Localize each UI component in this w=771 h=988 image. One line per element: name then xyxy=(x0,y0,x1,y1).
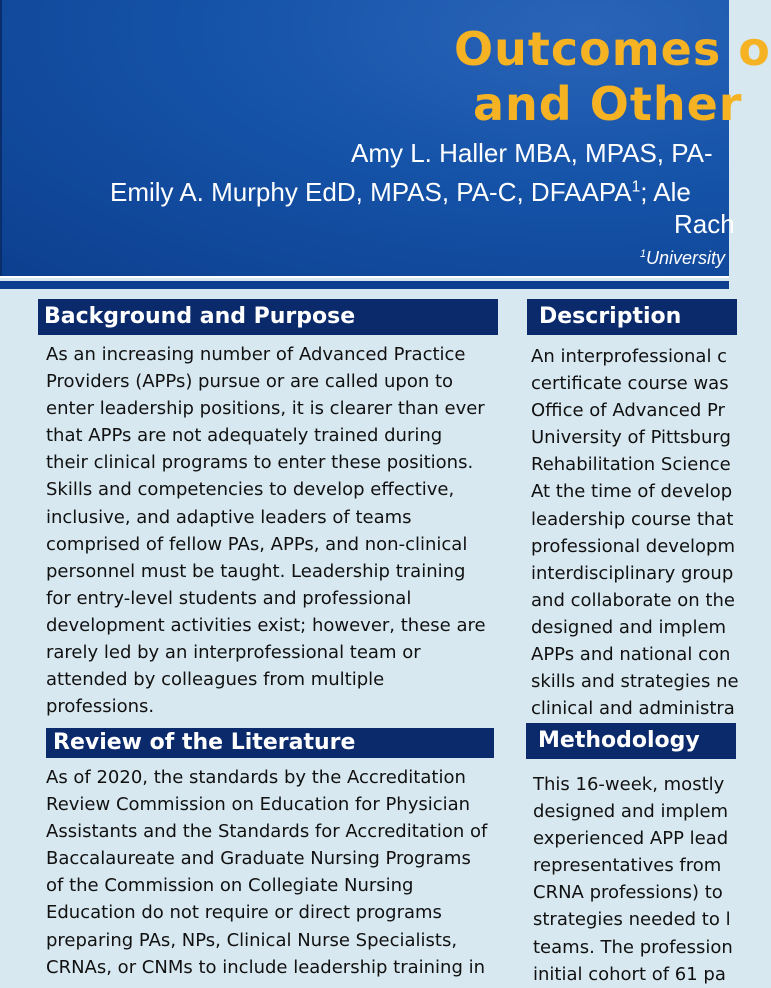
background-text-line: their clinical programs to enter these positions. xyxy=(46,452,474,474)
background-section-body xyxy=(46,341,498,727)
description-text-line: Office of Advanced Pr xyxy=(531,400,725,422)
description-text-line: clinical and administra xyxy=(531,698,735,720)
description-text-line: Rehabilitation Science xyxy=(531,454,731,476)
methodology-text-line: strategies needed to l xyxy=(533,909,731,931)
author-name-murphy: Emily A. Murphy EdD, MPAS, PA-C, DFAAPA xyxy=(110,177,632,207)
description-text-line: certificate course was xyxy=(531,373,729,395)
description-text-line: interdisciplinary group xyxy=(531,562,734,584)
description-text-line: University of Pittsburg xyxy=(531,427,731,449)
background-text-line: Providers (APPs) pursue or are called upon to xyxy=(46,371,454,393)
author-name-continued: ; Ale xyxy=(640,177,691,207)
affiliation-number: 1 xyxy=(640,248,647,260)
literature-section-heading: Review of the Literature xyxy=(46,728,494,758)
methodology-text-line: initial cohort of 61 pa xyxy=(533,963,726,985)
background-text-line: development activities exist; however, these are xyxy=(46,614,486,636)
methodology-text-line: This 16-week, mostly xyxy=(533,774,725,795)
literature-text-line: preparing PAs, NPs, Clinical Nurse Specialists, xyxy=(46,929,458,951)
literature-text-line: Education do not require or direct programs xyxy=(46,902,442,924)
methodology-section-body xyxy=(533,771,733,985)
authors-line-1: Amy L. Haller MBA, MPAS, PA- xyxy=(351,138,713,168)
background-text-line: comprised of fellow PAs, APPs, and non-clinical xyxy=(46,533,468,555)
poster-title-line-1: Outcomes o xyxy=(454,22,771,76)
background-text-line: Skills and competencies to develop effective, xyxy=(46,479,455,501)
description-text-line: designed and implem xyxy=(531,616,727,638)
description-text-line: professional developm xyxy=(531,535,735,557)
description-section-heading: Description xyxy=(527,299,737,335)
description-text-line: skills and strategies ne xyxy=(531,671,739,693)
background-text-line: professions. xyxy=(46,696,155,718)
background-text-line: inclusive, and adaptive leaders of teams xyxy=(46,506,412,528)
methodology-section-heading: Methodology xyxy=(526,723,736,759)
literature-section-body xyxy=(46,764,498,978)
affiliation-superscript: 1 xyxy=(631,178,641,196)
methodology-text-line: representatives from xyxy=(533,855,722,877)
header-divider-thick xyxy=(0,281,729,289)
poster-title-line-2: and Other xyxy=(473,77,743,131)
background-text-line: for entry-level students and professional xyxy=(46,587,412,609)
methodology-text-line: teams. The profession xyxy=(533,936,733,958)
background-text-line: attended by colleagues from multiple xyxy=(46,669,385,691)
literature-text-line: Baccalaureate and Graduate Nursing Programs xyxy=(46,848,471,870)
literature-text-line: Review Commission on Education for Physician xyxy=(46,794,471,816)
background-text-line: rarely led by an interprofessional team or xyxy=(46,642,421,664)
background-text-line: that APPs are not adequately trained during xyxy=(46,425,443,447)
background-section-heading: Background and Purpose xyxy=(38,299,498,335)
affiliation-line xyxy=(640,247,725,269)
description-text-line: At the time of develop xyxy=(531,481,733,503)
authors-line-3: Rach xyxy=(674,209,735,239)
description-section-body xyxy=(531,343,739,723)
literature-text-line: As of 2020, the standards by the Accreditation xyxy=(46,767,466,788)
background-text-line: enter leadership positions, it is clearer than ever xyxy=(46,398,485,420)
description-text-line: and collaborate on the xyxy=(531,589,735,611)
poster-header xyxy=(0,0,771,276)
background-text-line: personnel must be taught. Leadership training xyxy=(46,560,466,582)
description-text-line: leadership course that xyxy=(531,508,734,530)
literature-text-line: CRNAs, or CNMs to include leadership training in xyxy=(46,956,486,978)
description-text-line: APPs and national con xyxy=(531,644,731,666)
background-text-line: As an increasing number of Advanced Practice xyxy=(46,344,466,365)
header-divider-thin xyxy=(0,276,729,278)
methodology-text-line: designed and implem xyxy=(533,801,729,823)
literature-text-line: of the Commission on Collegiate Nursing xyxy=(46,875,414,897)
methodology-text-line: experienced APP lead xyxy=(533,828,729,850)
literature-text-line: Assistants and the Standards for Accreditation of xyxy=(46,821,488,843)
affiliation-text: University xyxy=(646,248,726,268)
methodology-text-line: CRNA professions) to xyxy=(533,882,723,904)
authors-line-2 xyxy=(110,177,691,207)
description-text-line: An interprofessional c xyxy=(531,346,728,367)
